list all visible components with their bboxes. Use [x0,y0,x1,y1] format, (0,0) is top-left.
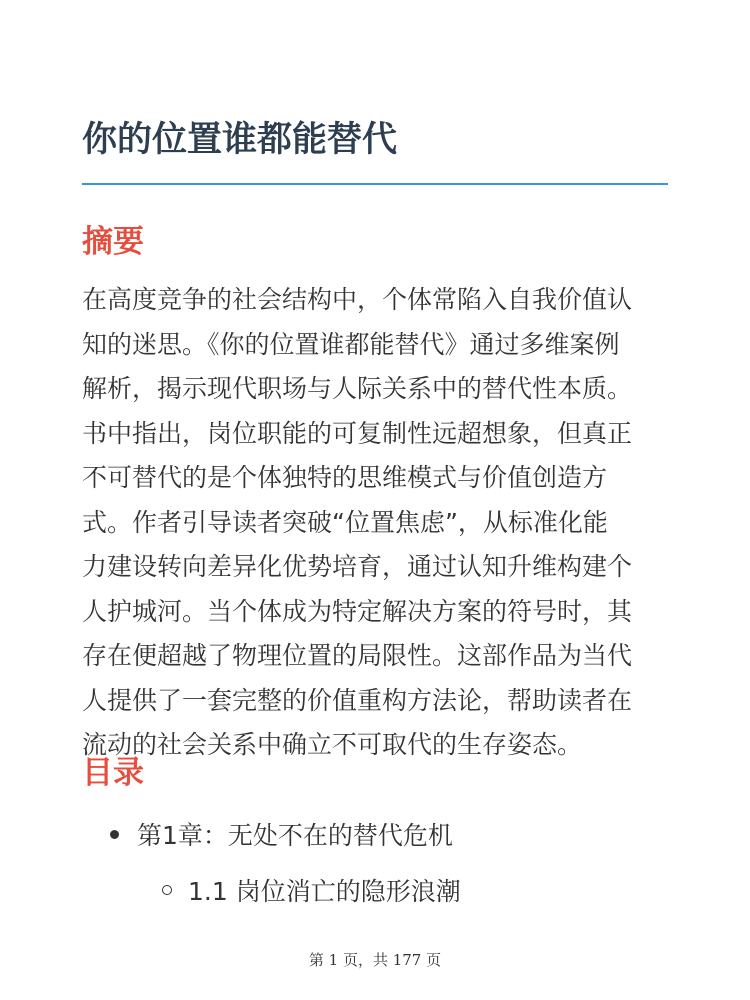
summary-line: 不可替代的是个体独特的思维模式与价值创造方 [82,463,608,492]
summary-line: 解析，揭示现代职场与人际关系中的替代性本质。 [82,374,633,403]
summary-line: 人提供了一套完整的价值重构方法论，帮助读者在 [82,685,633,715]
toc-item-label: 第1章：无处不在的替代危机 [137,821,453,850]
bullet-dot-icon [110,830,119,839]
summary-line: 流动的社会关系中确立不可取代的生存姿态。 [82,730,583,759]
toc-item-chapter-1[interactable] [110,816,453,856]
summary-line: 式。作者引导读者突破“位置焦虑”，从标准化能 [82,507,608,537]
summary-line: 力建设转向差异化优势培育，通过认知升维构建个 [82,552,633,581]
summary-line: 人护城河。当个体成为特定解决方案的符号时，其 [82,596,633,626]
summary-line: 在高度竞争的社会结构中，个体常陷入自我价值认 [82,285,633,314]
bullet-circle-icon [162,885,172,895]
summary-line: 知的迷思。《你的位置谁都能替代》通过多维案例 [82,329,620,359]
summary-line: 存在便超越了物理位置的局限性。这部作品为当代 [82,641,633,670]
summary-heading: 摘要 [82,224,144,260]
summary-line: 书中指出，岗位职能的可复制性远超想象，但真正 [82,418,633,448]
page-number-footer: 第 1 页，共 177 页 [308,951,442,969]
book-title: 你的位置谁都能替代 [82,120,398,160]
toc-item-section-1-1[interactable] [162,872,461,912]
toc-item-label: 1.1 岗位消亡的隐形浪潮 [188,877,461,906]
toc-heading: 目录 [82,755,144,791]
